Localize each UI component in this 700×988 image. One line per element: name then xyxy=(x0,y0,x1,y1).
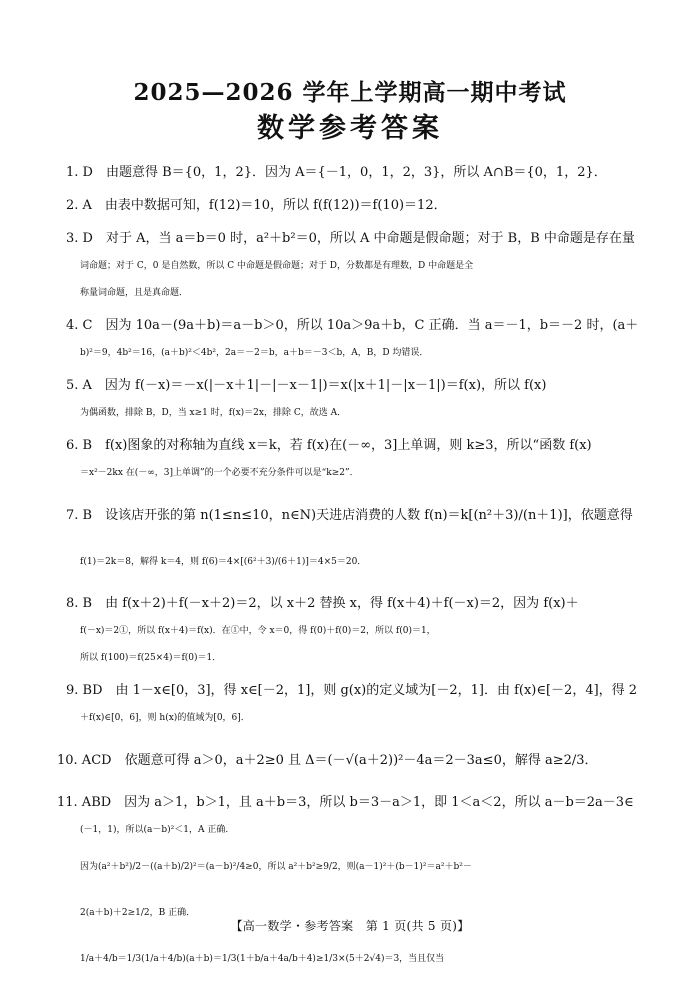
answer-line: 所以 f(100)＝f(25×4)＝f(0)＝1． xyxy=(80,653,222,663)
answer-line: 4. C 因为 10a－(9a＋b)＝a－b＞0，所以 10a＞9a＋b，C 正确．当 a＝－1，b＝－2 时，(a＋ xyxy=(66,318,639,333)
answer-line: ＋f(x)∈[0，6]，则 h(x)的值域为[0，6]． xyxy=(80,713,250,723)
answer-item-1 xyxy=(66,160,638,187)
answer-line: f(－x)＝2①，所以 f(x＋4)＝f(x)．在①中，令 x＝0，得 f(0)＋f(0)＝2，所以 f(0)＝1， xyxy=(80,626,436,636)
answer-line: 9. BD 由 1－x∈[0，3]，得 x∈[－2，1]，则 g(x)的定义域为[－2，1]．由 f(x)∈[－2，4]，得 2 xyxy=(66,683,638,698)
page-footer: 【高一数学・参考答案 第 1 页(共 5 页)】 xyxy=(230,919,470,933)
answer-line: 7. B 设该店开张的第 n(1≤n≤10，n∈N)天进店消费的人数 f(n)＝k[(n²＋3)/(n＋1)]，依题意得 xyxy=(66,508,633,523)
answer-line: 2. A 由表中数据可知，f(12)＝10，所以 f(f(12))＝f(10)＝12． xyxy=(66,198,447,213)
answer-item-6 xyxy=(66,433,638,487)
answer-line: 称量词命题，且是真命题． xyxy=(80,288,189,298)
answer-item-8 xyxy=(66,591,638,672)
answer-line: 11. ABD 因为 a＞1，b＞1，且 a＋b＝3，所以 b＝3－a＞1，即 1＜a＜2，所以 a－b＝2a－3∈ xyxy=(57,795,634,810)
answer-line: (－1，1)，所以(a－b)²＜1，A 正确． xyxy=(80,825,235,835)
answer-line: 3. D 对于 A，当 a＝b＝0 时，a²＋b²＝0，所以 A 中命题是假命题；对于 B，B 中命题是存在量 xyxy=(66,231,635,246)
answer-item-7 xyxy=(66,493,638,585)
answer-line: 6. B f(x)图象的对称轴为直线 x＝k，若 f(x)在(－∞，3]上单调，则 k≥3，所以“函数 f(x) xyxy=(66,438,592,453)
answer-line: 2(a＋b)＋2≥1/2，B 正确． xyxy=(80,908,196,918)
answer-line: 1. D 由题意得 B＝{0，1，2}．因为 A＝{－1，0，1，2，3}，所以 A∩B＝{0，1，2}． xyxy=(66,165,607,180)
answer-item-2 xyxy=(66,193,638,220)
exam-title: 2025—2026 学年上学期高一期中考试 xyxy=(133,79,567,106)
answer-item-9 xyxy=(66,678,638,732)
answer-item-11 xyxy=(57,790,638,982)
answer-list xyxy=(57,160,639,988)
answer-item-3 xyxy=(66,226,638,307)
answer-line: 词命题；对于 C，0 是自然数，所以 C 中命题是假命题；对于 D，分数都是有理数，D 中命题是全 xyxy=(80,261,474,271)
answer-line: 因为(a²＋b²)/2－((a＋b)/2)²＝(a－b)²/4≥0，所以 a²＋b²≥9/2，则(a－1)²＋(b－1)²＝a²＋b²－ xyxy=(80,862,472,872)
answer-line: 10. ACD 依题意可得 a＞0，a＋2≥0 且 Δ＝(－√(a＋2))²－4a＝2－3a≤0，解得 a≥2/3． xyxy=(57,753,598,768)
answer-key-title: 数学参考答案 xyxy=(257,113,443,144)
answer-line: 1/a＋4/b＝1/3(1/a＋4/b)(a＋b)＝1/3(1＋b/a＋4a/b＋4)≥1/3×(5＋2√4)＝3，当且仅当 xyxy=(80,954,445,964)
answer-line: ＝x²－2kx 在(－∞，3]上单调”的一个必要不充分条件可以是“k≥2”． xyxy=(80,468,359,478)
answer-item-4 xyxy=(66,313,638,367)
answer-line: f(1)＝2k＝8，解得 k＝4，则 f(6)＝4×[(6²＋3)/(6＋1)]＝4×5＝20． xyxy=(80,557,367,567)
answer-item-5 xyxy=(66,373,638,427)
answer-line: 为偶函数，排除 B，D，当 x≥1 时，f(x)＝2x，排除 C，故选 A． xyxy=(80,408,347,418)
answer-line: 5. A 因为 f(－x)＝－x(|－x＋1|－|－x－1|)＝x(|x＋1|－|x－1|)＝f(x)，所以 f(x) xyxy=(66,378,547,393)
answer-line: b)²＝9，4b²＝16，(a＋b)²＜4b²，2a＝－2＝b，a＋b＝－3＜b，A，B，D 均错误． xyxy=(80,348,429,358)
answer-item-10 xyxy=(57,738,638,784)
answer-line: 8. B 由 f(x＋2)＋f(－x＋2)＝2，以 x＋2 替换 x，得 f(x＋4)＋f(－x)＝2，因为 f(x)＋ xyxy=(66,596,579,611)
